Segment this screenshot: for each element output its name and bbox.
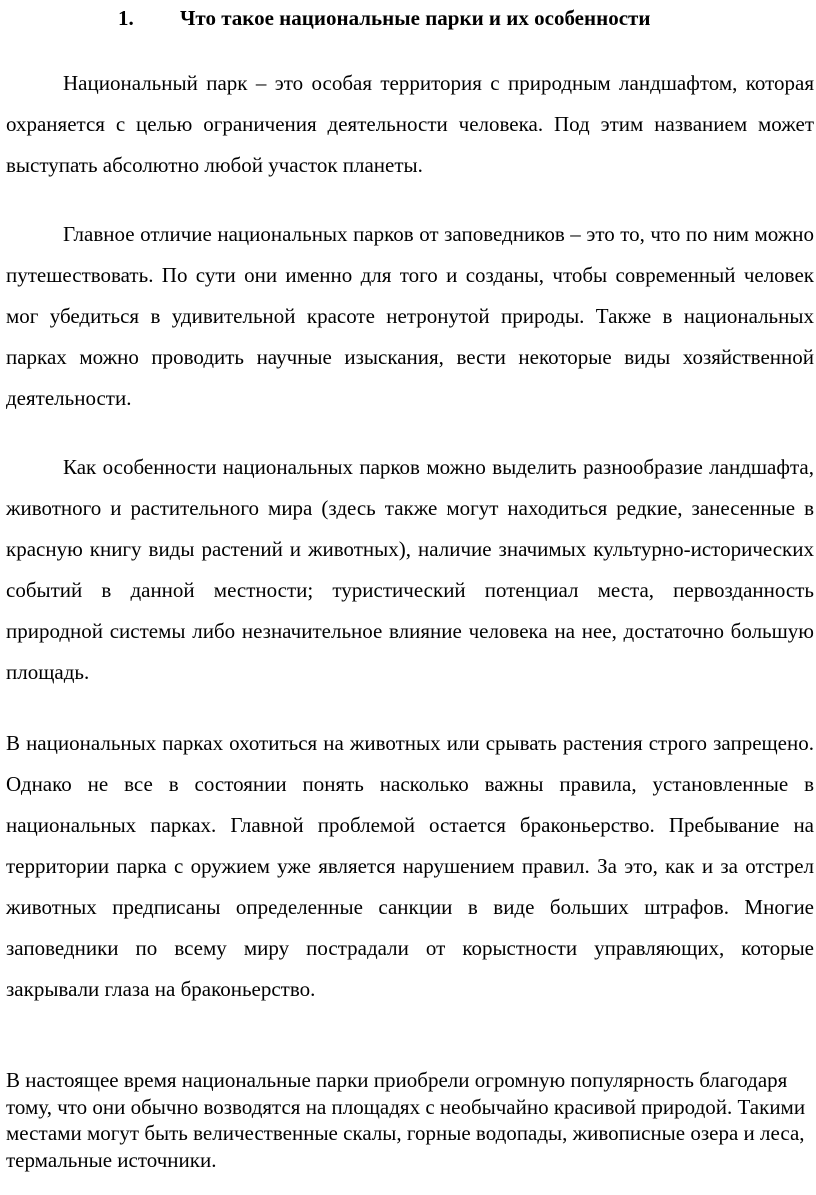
paragraph-features: Как особенности национальных парков можно выделить разнообразие ландшафта, животного и растительного мира (здесь также могут находиться редкие, занесенные в красную книгу виды растений и животных), наличие значимых культурно-исторических событий в данной местности; туристический потенциал места, первозданность природной системы либо незначительное влияние человека на нее, достаточно большую площадь. (6, 455, 814, 684)
paragraph-definition: Национальный парк – это особая территория с природным ландшафтом, которая охраняется с целью ограничения деятельности человека. Под этим названием может выступать абсолютно любой участок планеты. (6, 71, 814, 177)
section-heading (118, 4, 650, 32)
paragraph-poaching: В национальных парках охотиться на животных или срывать растения строго запрещено. Однако не все в состоянии понять насколько важны правила, установленные в национальных парках. Главной проблемой остается браконьерство. Пребывание на территории парка с оружием уже является нарушением правил. За это, как и за отстрел животных предписаны определенные санкции в виде больших штрафов. Многие заповедники по всему миру пострадали от корыстности управляющих, которые закрывали глаза на браконьерство. (6, 731, 814, 1001)
paragraph-difference: Главное отличие национальных парков от заповедников – это то, что по ним можно путешествовать. По сути они именно для того и созданы, чтобы современный человек мог убедиться в удивительной красоте нетронутой природы. Также в национальных парках можно проводить научные изыскания, вести некоторые виды хозяйственной деятельности. (6, 222, 814, 410)
paragraph-popularity: В настоящее время национальные парки приобрели огромную популярность благодаря тому, что они обычно возводятся на площадях с необычайно красивой природой. Такими местами могут быть величественные скалы, горные водопады, живописные озера и леса, термальные источники. (6, 1068, 806, 1172)
section-title: Что такое национальные парки и их особенности (180, 6, 651, 30)
section-number: 1. (118, 6, 134, 30)
